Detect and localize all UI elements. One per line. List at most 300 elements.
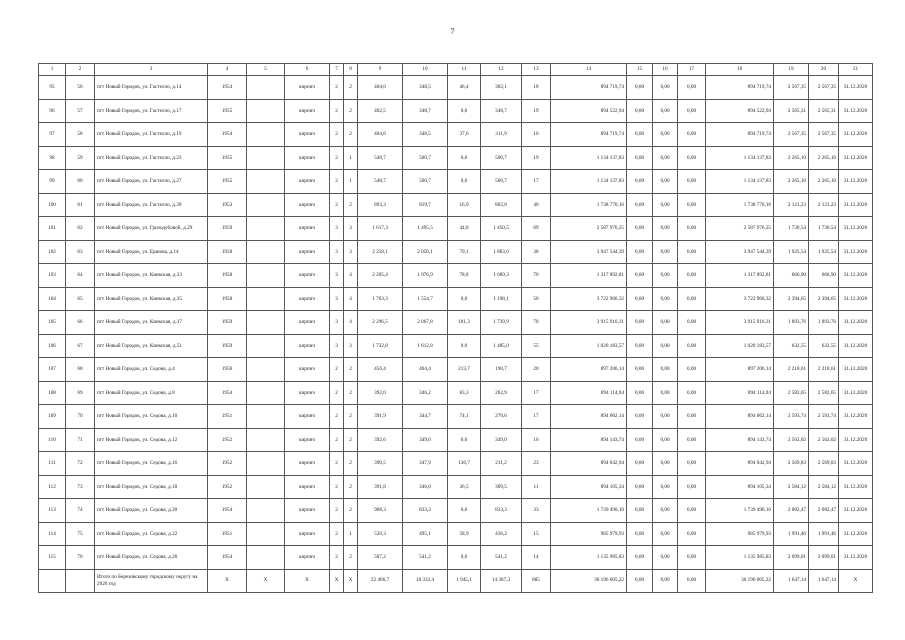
cell-residents: 55 xyxy=(522,334,551,358)
cell-limit-per-sqm: 2 567,35 xyxy=(809,123,839,147)
cell-total-cost: 894 042,94 xyxy=(551,452,627,476)
cell-deadline: 31.12.2020 xyxy=(839,381,873,405)
cell-address: пгт Новый Городок, ул. Ершова, д.14 xyxy=(95,240,208,264)
table-row xyxy=(39,99,873,123)
cell-floors: 2 xyxy=(330,405,344,429)
cell-private-area: 270,6 xyxy=(481,405,522,429)
cell-wall-material: кирпич xyxy=(285,76,330,100)
cell-cost-fund: 0,00 xyxy=(627,76,653,100)
cell-total-area: 2 258,1 xyxy=(358,240,403,264)
cell-cost-per-sqm: 2 582,65 xyxy=(774,381,809,405)
cell-row-number: 114 xyxy=(39,522,66,546)
cell-private-area: 1 689,3 xyxy=(481,264,522,288)
cell-sub-number: 64 xyxy=(66,264,95,288)
cell-living-area: 500,7 xyxy=(403,170,448,194)
cell-deadline: X xyxy=(839,569,873,592)
cell-cost-budget-region: 0,00 xyxy=(653,569,678,592)
cell-cost-budget-local: 0,00 xyxy=(678,264,706,288)
cell-entrances: 1 xyxy=(344,170,358,194)
cell-total-area: 2 205,4 xyxy=(358,264,403,288)
cell-year-built: 1959 xyxy=(208,311,247,335)
column-number-cost-per-sqm: 19 xyxy=(774,64,809,76)
cell-deadline: 31.12.2020 xyxy=(839,522,873,546)
cell-limit-per-sqm: 666,90 xyxy=(809,264,839,288)
cell-total-area: 391,8 xyxy=(358,475,403,499)
cell-private-area: 348,7 xyxy=(481,99,522,123)
cell-entrances: 2 xyxy=(344,405,358,429)
cell-total-cost: 894 719,74 xyxy=(551,123,627,147)
cell-year-renovated xyxy=(247,428,285,452)
table-row xyxy=(39,217,873,241)
cell-total-cost: 3 722 966,32 xyxy=(551,287,627,311)
cell-entrances: 2 xyxy=(344,499,358,523)
cell-total-cost: 1 134 137,83 xyxy=(551,146,627,170)
cell-total-area: 587,2 xyxy=(358,546,403,570)
cell-year-renovated xyxy=(247,334,285,358)
cell-cost-owners: 985 979,93 xyxy=(706,522,774,546)
cell-cost-per-sqm: 2 567,35 xyxy=(774,76,809,100)
cell-entrances: 3 xyxy=(344,240,358,264)
column-number-deadline: 21 xyxy=(839,64,873,76)
cell-deadline: 31.12.2020 xyxy=(839,405,873,429)
cell-sub-number: 58 xyxy=(66,123,95,147)
cell-floors: 2 xyxy=(330,452,344,476)
cell-cost-per-sqm: 2 584,12 xyxy=(774,475,809,499)
cell-total-area: 22 466,7 xyxy=(358,569,403,592)
cell-limit-per-sqm: 2 265,10 xyxy=(809,146,839,170)
cell-year-renovated xyxy=(247,405,285,429)
cell-municipal-area: 0,0 xyxy=(448,287,481,311)
cell-cost-owners: 894 719,74 xyxy=(706,123,774,147)
cell-cost-budget-local: 0,00 xyxy=(678,428,706,452)
cell-deadline: 31.12.2020 xyxy=(839,217,873,241)
cell-cost-owners: 894 105,34 xyxy=(706,475,774,499)
cell-sub-number: 60 xyxy=(66,170,95,194)
cell-cost-fund: 0,00 xyxy=(627,146,653,170)
cell-address: пгт Новый Городок, ул. Седова, д.8 xyxy=(95,381,208,405)
cell-cost-per-sqm: 632,55 xyxy=(774,334,809,358)
cell-wall-material: кирпич xyxy=(285,287,330,311)
cell-cost-per-sqm: 2 562,02 xyxy=(774,428,809,452)
cell-living-area: 348,5 xyxy=(403,123,448,147)
cell-year-renovated xyxy=(247,217,285,241)
cell-living-area: 495,1 xyxy=(403,522,448,546)
cell-cost-owners: 897 206,14 xyxy=(706,358,774,382)
cell-residents: 78 xyxy=(522,311,551,335)
cell-cost-fund: 0,00 xyxy=(627,240,653,264)
cell-cost-fund: 0,00 xyxy=(627,193,653,217)
cell-cost-per-sqm: 1 991,46 xyxy=(774,522,809,546)
cell-floors: 2 xyxy=(330,170,344,194)
table-row xyxy=(39,287,873,311)
cell-private-area: 833,3 xyxy=(481,499,522,523)
cell-cost-per-sqm: 1 730,54 xyxy=(774,217,809,241)
cell-private-area: 262,9 xyxy=(481,381,522,405)
table-row xyxy=(39,358,873,382)
cell-limit-per-sqm: 2 593,74 xyxy=(809,405,839,429)
cell-year-built: 1951 xyxy=(208,522,247,546)
cell-cost-owners: 1 135 985,83 xyxy=(706,546,774,570)
cell-cost-budget-region: 0,00 xyxy=(653,334,678,358)
column-number-wall-material: 6 xyxy=(285,64,330,76)
cell-floors: 2 xyxy=(330,193,344,217)
cell-entrances: X xyxy=(344,569,358,592)
cell-sub-number: 57 xyxy=(66,99,95,123)
cell-private-area: 349,0 xyxy=(481,428,522,452)
cell-cost-budget-local: 0,00 xyxy=(678,99,706,123)
cell-cost-per-sqm: 666,90 xyxy=(774,264,809,288)
cell-municipal-area: 37,6 xyxy=(448,123,481,147)
cell-living-area: 541,2 xyxy=(403,546,448,570)
cell-cost-owners: 894 522,94 xyxy=(706,99,774,123)
cell-floors: 2 xyxy=(330,546,344,570)
cell-sub-number: 63 xyxy=(66,240,95,264)
cell-deadline: 31.12.2020 xyxy=(839,428,873,452)
cell-private-area: 1 198,1 xyxy=(481,287,522,311)
cell-sub-number: 74 xyxy=(66,499,95,523)
cell-cost-owners: 2 587 976,25 xyxy=(706,217,774,241)
cell-row-number: 109 xyxy=(39,405,66,429)
cell-residents: 38 xyxy=(522,240,551,264)
cell-total-cost: 1 020 183,57 xyxy=(551,334,627,358)
column-number-limit-per-sqm: 20 xyxy=(809,64,839,76)
cell-row-number: 112 xyxy=(39,475,66,499)
cell-cost-budget-region: 0,00 xyxy=(653,123,678,147)
total-row xyxy=(39,569,873,592)
cell-private-area: 1 739,9 xyxy=(481,311,522,335)
cell-total-area: 404,6 xyxy=(358,123,403,147)
cell-year-built: 1954 xyxy=(208,381,247,405)
cell-year-renovated xyxy=(247,287,285,311)
cell-entrances: 4 xyxy=(344,287,358,311)
cell-row-number: 104 xyxy=(39,287,66,311)
cell-cost-budget-region: 0,00 xyxy=(653,499,678,523)
cell-private-area: 541,2 xyxy=(481,546,522,570)
cell-floors: 3 xyxy=(330,264,344,288)
cell-residents: 15 xyxy=(522,522,551,546)
cell-residents: 20 xyxy=(522,358,551,382)
cell-residents: 11 xyxy=(522,475,551,499)
cell-floors: 2 xyxy=(330,428,344,452)
cell-municipal-area: 0,0 xyxy=(448,99,481,123)
table-row xyxy=(39,381,873,405)
cell-cost-fund: 0,00 xyxy=(627,170,653,194)
cell-living-area: 348,5 xyxy=(403,76,448,100)
cell-cost-fund: 0,00 xyxy=(627,287,653,311)
cell-cost-fund: 0,00 xyxy=(627,452,653,476)
cell-cost-owners: 894 719,74 xyxy=(706,76,774,100)
cell-address: пгт Новый Городок, ул. Седова, д.20 xyxy=(95,499,208,523)
cell-cost-owners: 1 317 892,81 xyxy=(706,264,774,288)
cell-year-renovated xyxy=(247,146,285,170)
page-number: 7 xyxy=(450,27,455,36)
cell-municipal-area: 46,4 xyxy=(448,76,481,100)
cell-cost-per-sqm: 1 925,54 xyxy=(774,240,809,264)
cell-deadline: 31.12.2020 xyxy=(839,334,873,358)
cell-cost-budget-region: 0,00 xyxy=(653,287,678,311)
cell-address: пгт Новый Городок, ул. Седова, д.26 xyxy=(95,546,208,570)
cell-total-area: 392,0 xyxy=(358,381,403,405)
cell-row-number: 98 xyxy=(39,146,66,170)
cell-private-area: 1 883,6 xyxy=(481,240,522,264)
cell-municipal-area: 36,5 xyxy=(448,475,481,499)
cell-cost-budget-local: 0,00 xyxy=(678,522,706,546)
cell-row-number: 110 xyxy=(39,428,66,452)
cell-cost-fund: 0,00 xyxy=(627,264,653,288)
column-number-total-cost: 14 xyxy=(551,64,627,76)
cell-cost-per-sqm: 1 893,76 xyxy=(774,311,809,335)
cell-row-number: 95 xyxy=(39,76,66,100)
cell-year-renovated xyxy=(247,358,285,382)
cell-wall-material: кирпич xyxy=(285,381,330,405)
cell-municipal-area: 0,0 xyxy=(448,546,481,570)
cell-wall-material: кирпич xyxy=(285,334,330,358)
cell-entrances: 3 xyxy=(344,217,358,241)
cell-year-renovated xyxy=(247,99,285,123)
cell-sub-number: 72 xyxy=(66,452,95,476)
cell-residents: 17 xyxy=(522,170,551,194)
cell-total-cost: 2 587 976,25 xyxy=(551,217,627,241)
cell-cost-budget-local: 0,00 xyxy=(678,499,706,523)
cell-residents: 14 xyxy=(522,546,551,570)
cell-year-built: 1954 xyxy=(208,123,247,147)
cell-address: пгт Новый Городок, ул. Киевская, д.35 xyxy=(95,287,208,311)
table-row xyxy=(39,428,873,452)
cell-entrances: 2 xyxy=(344,546,358,570)
cell-living-area: 833,3 xyxy=(403,499,448,523)
cell-cost-budget-region: 0,00 xyxy=(653,358,678,382)
cell-total-cost: 894 114,94 xyxy=(551,381,627,405)
table-row xyxy=(39,193,873,217)
cell-row-number: 107 xyxy=(39,358,66,382)
cell-residents: 18 xyxy=(522,76,551,100)
cell-cost-per-sqm: 2 218,61 xyxy=(774,358,809,382)
cell-wall-material: кирпич xyxy=(285,475,330,499)
cell-deadline: 31.12.2020 xyxy=(839,264,873,288)
cell-total-area: 456,4 xyxy=(358,358,403,382)
cell-total-area: 404,6 xyxy=(358,76,403,100)
cell-total-cost: 894 062,14 xyxy=(551,405,627,429)
cell-deadline: 31.12.2020 xyxy=(839,99,873,123)
cell-cost-fund: 0,00 xyxy=(627,522,653,546)
cell-year-renovated xyxy=(247,546,285,570)
cell-total-cost: 894 522,94 xyxy=(551,99,627,123)
cell-cost-budget-local: 0,00 xyxy=(678,123,706,147)
cell-residents: 56 xyxy=(522,287,551,311)
cell-private-area: 211,2 xyxy=(481,452,522,476)
cell-cost-budget-region: 0,00 xyxy=(653,99,678,123)
cell-limit-per-sqm: 1 925,54 xyxy=(809,240,839,264)
cell-total-area: 1 763,3 xyxy=(358,287,403,311)
cell-cost-per-sqm: 2 099,01 xyxy=(774,546,809,570)
column-number-year-renovated: 5 xyxy=(247,64,285,76)
cell-limit-per-sqm: 2 265,10 xyxy=(809,170,839,194)
column-number-row-number: 1 xyxy=(39,64,66,76)
cell-living-area: 18 332,4 xyxy=(403,569,448,592)
cell-deadline: 31.12.2020 xyxy=(839,287,873,311)
cell-wall-material: кирпич xyxy=(285,405,330,429)
cell-cost-per-sqm: 2 565,31 xyxy=(774,99,809,123)
cell-address: пгт Новый Городок, ул. Седова, д.4 xyxy=(95,358,208,382)
cell-deadline: 31.12.2020 xyxy=(839,193,873,217)
cell-sub-number: 76 xyxy=(66,546,95,570)
cell-wall-material: кирпич xyxy=(285,264,330,288)
cell-cost-per-sqm: 2 567,35 xyxy=(774,123,809,147)
cell-living-area: 2 050,1 xyxy=(403,240,448,264)
cell-year-built: 1959 xyxy=(208,334,247,358)
cell-year-renovated xyxy=(247,311,285,335)
cell-municipal-area: 1 945,1 xyxy=(448,569,481,592)
cell-total-cost: 894 143,74 xyxy=(551,428,627,452)
cell-address: пгт Новый Городок, ул. Седова, д.12 xyxy=(95,428,208,452)
cell-floors: X xyxy=(330,569,344,592)
cell-municipal-area: 0,0 xyxy=(448,334,481,358)
cell-cost-fund: 0,00 xyxy=(627,499,653,523)
cell-residents: 23 xyxy=(522,452,551,476)
cell-floors: 2 xyxy=(330,76,344,100)
cell-total-area: 548,7 xyxy=(358,146,403,170)
cell-cost-budget-region: 0,00 xyxy=(653,381,678,405)
column-number-cost-budget-local: 17 xyxy=(678,64,706,76)
cell-year-built: 1952 xyxy=(208,475,247,499)
cell-address: пгт Новый Городок, ул. Киевская, д.51 xyxy=(95,334,208,358)
cell-cost-budget-local: 0,00 xyxy=(678,358,706,382)
column-number-cost-fund: 15 xyxy=(627,64,653,76)
cell-deadline: 31.12.2020 xyxy=(839,240,873,264)
cell-cost-owners: 3 722 966,32 xyxy=(706,287,774,311)
cell-cost-owners: 894 114,94 xyxy=(706,381,774,405)
cell-cost-budget-local: 0,00 xyxy=(678,334,706,358)
cell-cost-fund: 0,00 xyxy=(627,217,653,241)
header-row xyxy=(39,64,873,76)
cell-cost-fund: 0,00 xyxy=(627,428,653,452)
cell-residents: 17 xyxy=(522,405,551,429)
cell-residents: 40 xyxy=(522,193,551,217)
cell-living-area: 349,0 xyxy=(403,428,448,452)
table-row xyxy=(39,452,873,476)
cell-limit-per-sqm: 2 565,31 xyxy=(809,99,839,123)
cell-cost-budget-region: 0,00 xyxy=(653,76,678,100)
column-number-floors: 7 xyxy=(330,64,344,76)
table-row xyxy=(39,546,873,570)
cell-row-number: 105 xyxy=(39,311,66,335)
cell-entrances: 2 xyxy=(344,99,358,123)
table-row xyxy=(39,264,873,288)
cell-cost-owners: 30 196 005,22 xyxy=(706,569,774,592)
cell-year-built: 1958 xyxy=(208,240,247,264)
cell-cost-budget-region: 0,00 xyxy=(653,522,678,546)
cell-private-area: 311,9 xyxy=(481,123,522,147)
table-row xyxy=(39,522,873,546)
table-row xyxy=(39,334,873,358)
cell-entrances: 2 xyxy=(344,381,358,405)
cell-total-area: 392,6 xyxy=(358,428,403,452)
cell-municipal-area: 181,3 xyxy=(448,311,481,335)
cell-residents: 885 xyxy=(522,569,551,592)
cell-entrances: 4 xyxy=(344,311,358,335)
cell-cost-fund: 0,00 xyxy=(627,123,653,147)
table-row xyxy=(39,240,873,264)
cell-year-renovated xyxy=(247,123,285,147)
cell-address: пгт Новый Городок, ул. Гастелло, д.14 xyxy=(95,76,208,100)
cell-total-area: 1 732,8 xyxy=(358,334,403,358)
cell-wall-material: кирпич xyxy=(285,358,330,382)
cell-cost-budget-local: 0,00 xyxy=(678,569,706,592)
cell-living-area: 1 495,5 xyxy=(403,217,448,241)
cell-year-built: 1954 xyxy=(208,499,247,523)
cell-floors: 2 xyxy=(330,475,344,499)
cell-wall-material: кирпич xyxy=(285,311,330,335)
cell-wall-material: кирпич xyxy=(285,170,330,194)
cell-wall-material: кирпич xyxy=(285,499,330,523)
cell-cost-owners: 3 947 544,39 xyxy=(706,240,774,264)
cell-year-built: 1958 xyxy=(208,264,247,288)
cell-total-cost: 30 196 005,22 xyxy=(551,569,627,592)
cell-total-cost: 894 719,74 xyxy=(551,76,627,100)
cell-total-cost: 1 739 490,10 xyxy=(551,499,627,523)
cell-total-cost: 985 979,93 xyxy=(551,522,627,546)
cell-row-number: 99 xyxy=(39,170,66,194)
cell-cost-fund: 0,00 xyxy=(627,334,653,358)
cell-entrances: 4 xyxy=(344,264,358,288)
cell-year-built: 1955 xyxy=(208,99,247,123)
cell-limit-per-sqm: 1 893,76 xyxy=(809,311,839,335)
cell-private-area: 802,8 xyxy=(481,193,522,217)
cell-residents: 19 xyxy=(522,146,551,170)
cell-cost-fund: 0,00 xyxy=(627,381,653,405)
cell-address: пгт Новый Городок, ул. Седова, д.22 xyxy=(95,522,208,546)
cell-wall-material: кирпич xyxy=(285,240,330,264)
column-number-residents: 13 xyxy=(522,64,551,76)
cell-sub-number: 73 xyxy=(66,475,95,499)
cell-cost-owners: 3 915 916,31 xyxy=(706,311,774,335)
cell-private-area: 1 450,5 xyxy=(481,217,522,241)
column-number-address: 3 xyxy=(95,64,208,76)
cell-total-cost: 1 317 892,81 xyxy=(551,264,627,288)
cell-limit-per-sqm: 2 394,65 xyxy=(809,287,839,311)
cell-year-renovated xyxy=(247,193,285,217)
cell-sub-number: 62 xyxy=(66,217,95,241)
cell-row-number: 96 xyxy=(39,99,66,123)
cell-row-number: 111 xyxy=(39,452,66,476)
cell-municipal-area: 0,0 xyxy=(448,170,481,194)
cell-total-area: 1 617,3 xyxy=(358,217,403,241)
cell-cost-owners: 1 739 490,10 xyxy=(706,499,774,523)
cell-cost-budget-local: 0,00 xyxy=(678,546,706,570)
cell-deadline: 31.12.2020 xyxy=(839,452,873,476)
cell-cost-fund: 0,00 xyxy=(627,475,653,499)
cell-private-area: 190,7 xyxy=(481,358,522,382)
cell-cost-budget-region: 0,00 xyxy=(653,546,678,570)
cell-wall-material: кирпич xyxy=(285,99,330,123)
cell-year-built: 1954 xyxy=(208,76,247,100)
cell-entrances: 2 xyxy=(344,452,358,476)
cell-entrances: 1 xyxy=(344,522,358,546)
cell-cost-per-sqm: 2 593,74 xyxy=(774,405,809,429)
cell-floors: 2 xyxy=(330,123,344,147)
cell-wall-material: X xyxy=(285,569,330,592)
cell-sub-number: 59 xyxy=(66,146,95,170)
cell-cost-budget-region: 0,00 xyxy=(653,170,678,194)
cell-address: пгт Новый Городок, ул. Гастелло, д.39 xyxy=(95,193,208,217)
cell-private-area: 500,7 xyxy=(481,146,522,170)
cell-municipal-area: 213,7 xyxy=(448,358,481,382)
cell-cost-owners: 894 143,74 xyxy=(706,428,774,452)
cell-cost-budget-local: 0,00 xyxy=(678,217,706,241)
table-row xyxy=(39,76,873,100)
cell-limit-per-sqm: 2 099,01 xyxy=(809,546,839,570)
cell-floors: 2 xyxy=(330,522,344,546)
